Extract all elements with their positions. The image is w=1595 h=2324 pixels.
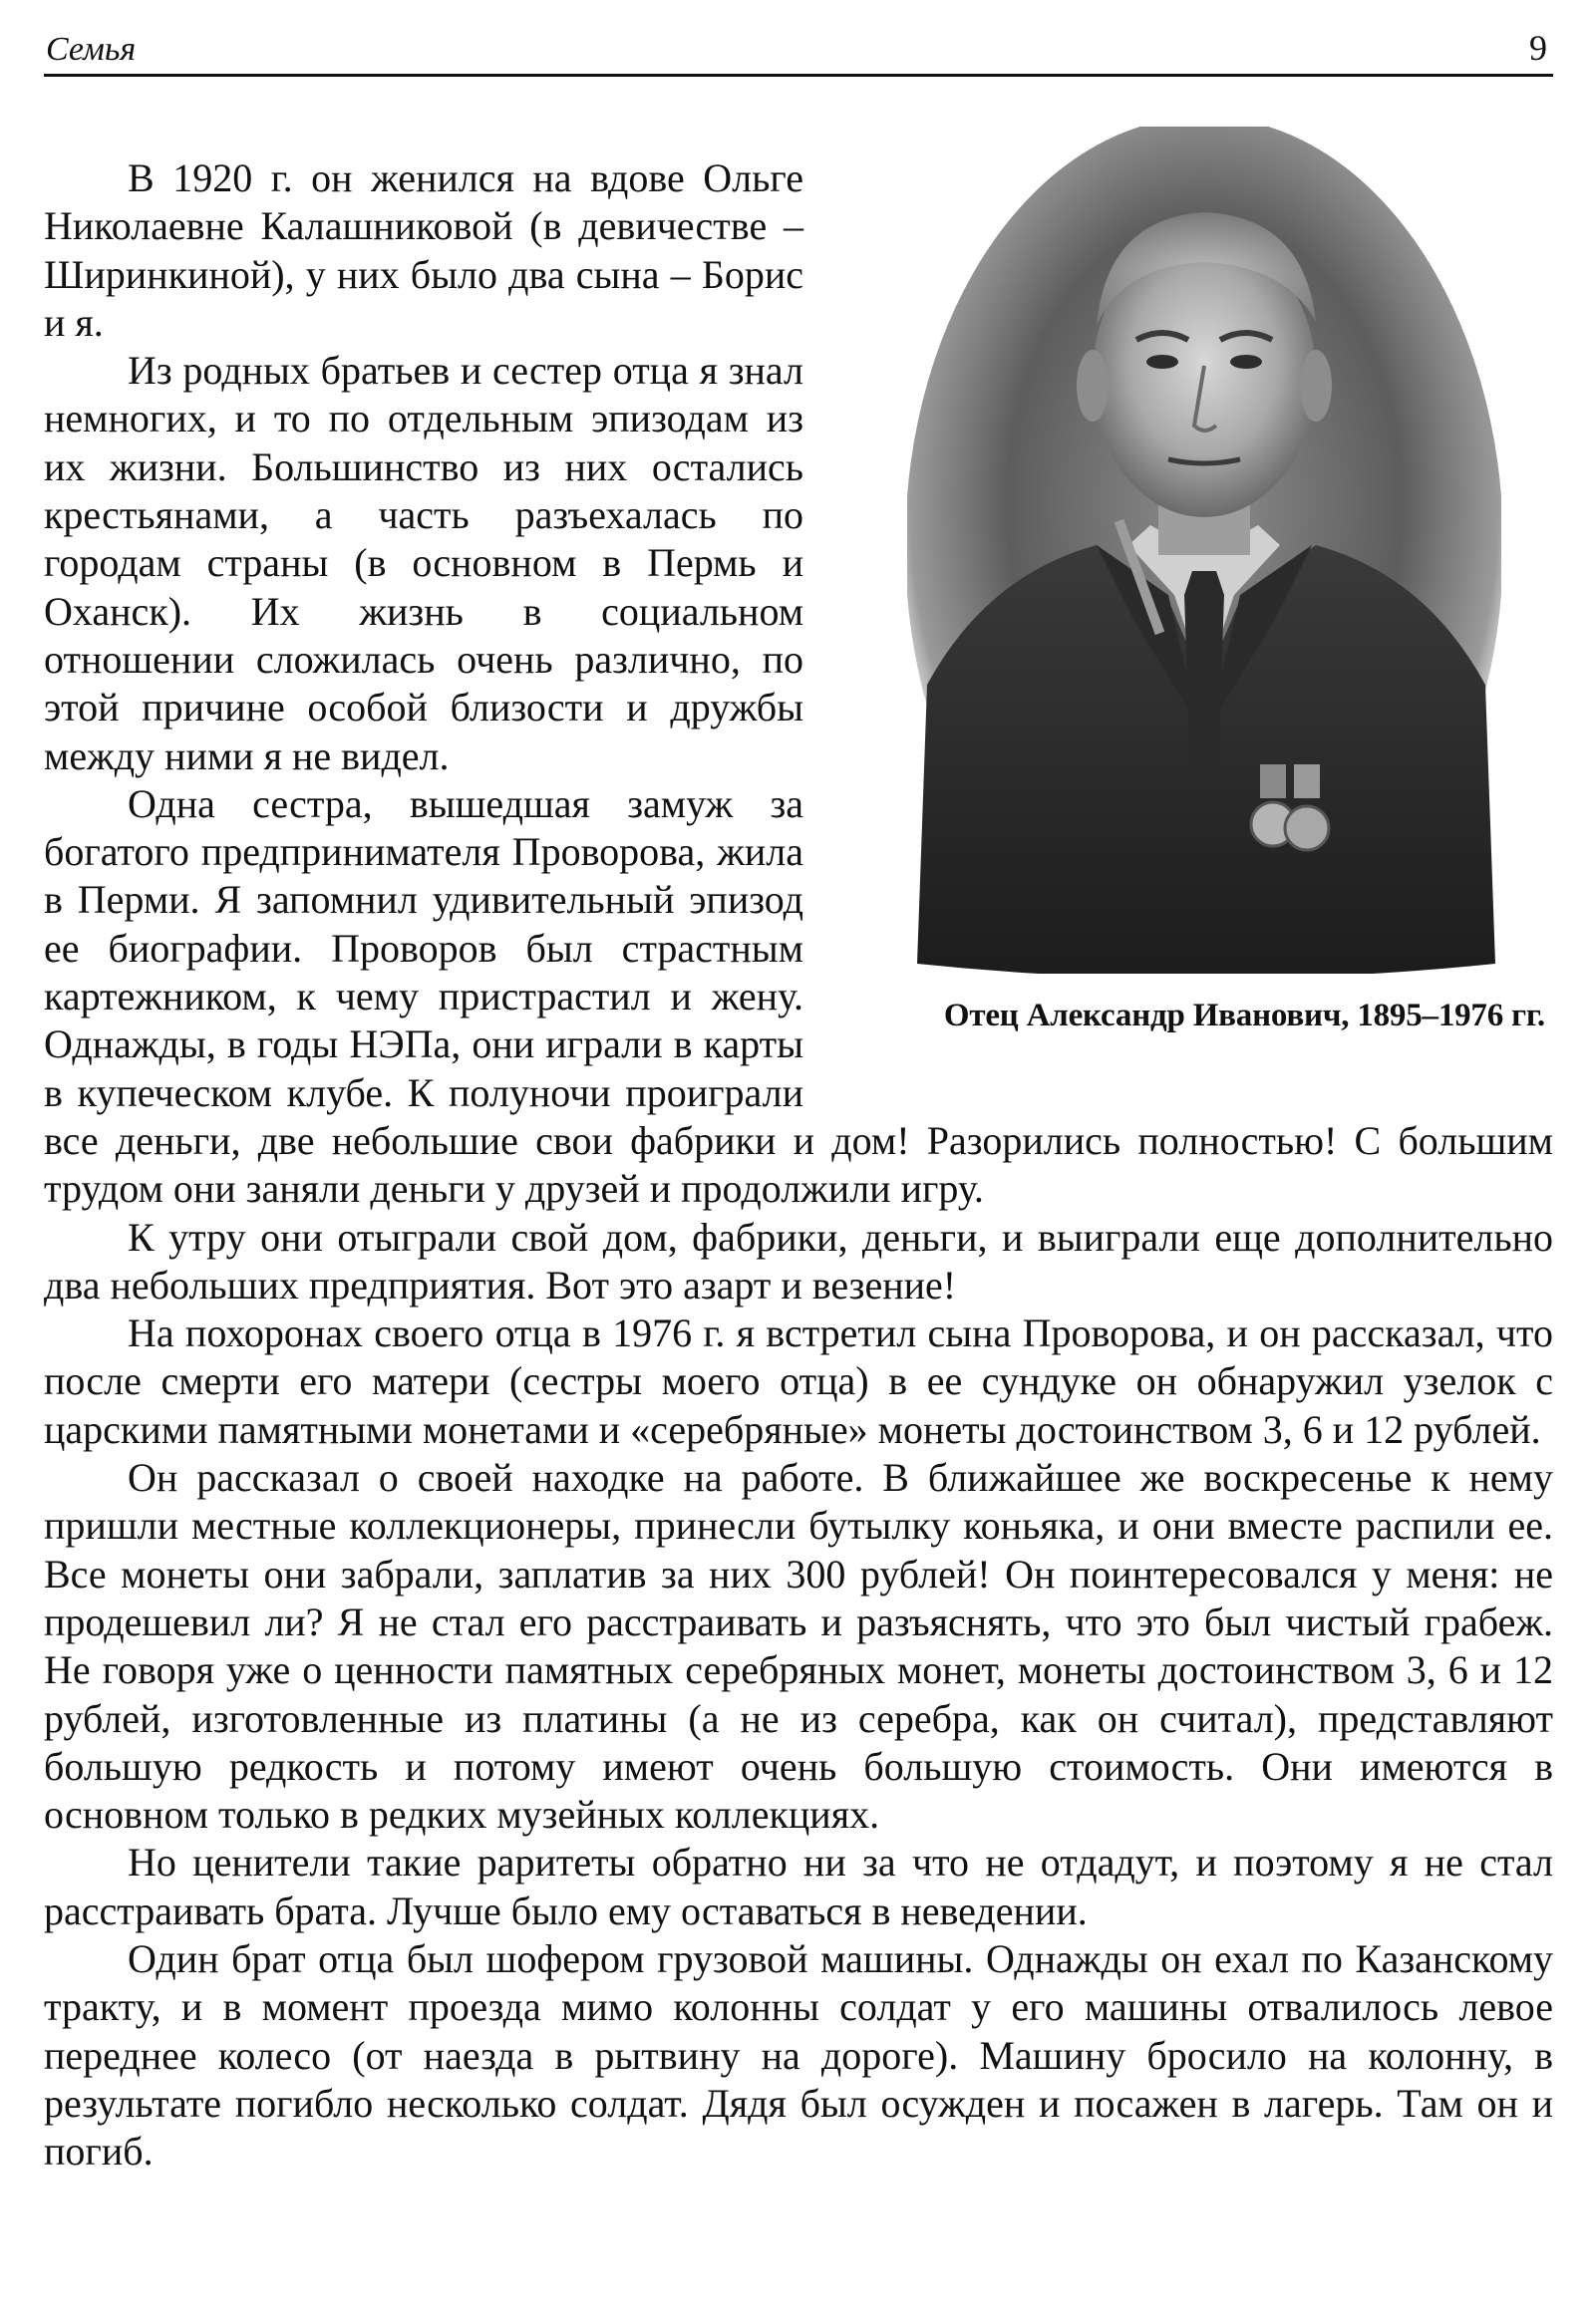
portrait-figure — [835, 127, 1553, 1073]
book-page — [44, 22, 1553, 2304]
paragraph: Одна сестра, вышедшая замуж за богатого предпринимателя Проворова, жила в Перми. Я запомнил удивительный эпизод ее биографии. Проворов был страстным картежником, к чему пристрастил и жену. Однажды, в годы НЭПа, они играли в карты в купеческом клубе. К полуночи проиграли все деньги, две небольшие свои фабрики и дом! Разорились полностью! С большим трудом они заняли деньги у друзей и продолжили игру. — [44, 780, 1553, 1212]
portrait-image — [907, 127, 1501, 974]
running-head — [44, 22, 1553, 77]
paragraph: Один брат отца был шофером грузовой машины. Однажды он ехал по Казанскому тракту, и в момент проезда мимо колонны солдат у его машины отвалилось левое переднее колесо (от наезда в рытвину на дороге). Машину бросило на колонну, в результате погибло несколько солдат. Дядя был осужден и посажен в лагерь. Там он и погиб. — [44, 1935, 1553, 2175]
paragraph: К утру они отыграли свой дом, фабрики, деньги, и выиграли еще дополнительно два небольших предприятия. Вот это азарт и везение! — [44, 1214, 1553, 1307]
page-number: 9 — [1529, 28, 1547, 68]
left-ear — [1077, 350, 1109, 422]
right-ear — [1300, 350, 1332, 422]
section-title: Семья — [46, 31, 137, 68]
paragraph: Он рассказал о своей находке на работе. В ближайшее же воскресенье к нему пришли местные коллекционеры, принесли бутылку коньяка, и они вместе распили ее. Все монеты они забрали, заплатив за них 300 рублей! Он поинтересовался у меня: не продешевил ли? Я не стал его расстраивать и разъяснять, что это был чистый грабеж. Не говоря уже о ценности памятных серебряных монет, монеты достоинством 3, 6 и 12 рублей, изготовленные из платины (а не из серебра, как он считал), представляют большую редкость и потому имеют очень большую стоимость. Они имеются в основном только в редких музейных коллекциях. — [44, 1455, 1553, 1838]
necktie — [1184, 571, 1224, 784]
paragraph: В 1920 г. он женился на вдове Ольге Николаевне Калашниковой (в девичестве – Ширинкиной), у них было два сына – Борис и я. — [44, 155, 803, 345]
paragraph: На похоронах своего отца в 1976 г. я встретил сына Проворова, и он рассказал, что после смерти его матери (сестры моего отца) в ее сундуке он обнаружил узелок с царскими памятными монетами и «серебряные» монеты достоинством 3, 6 и 12 рублей. — [44, 1310, 1553, 1452]
left-eye — [1146, 355, 1178, 369]
page-body — [44, 154, 1553, 2176]
photo-caption: Отец Александр Иванович, 1895–1976 гг. — [943, 998, 1545, 1033]
portrait-photo — [907, 127, 1501, 974]
paragraph: Но ценители такие раритеты обратно ни за что не отдадут, и поэтому я не стал расстраивать брата. Лучше было ему оставаться в неведении. — [44, 1840, 1553, 1933]
right-eye — [1230, 355, 1262, 369]
paragraph: Из родных братьев и сестер отца я знал немногих, и то по отдельным эпизодам из их жизни. Большинство из них остались крестьянами, а часть разъехалась по городам страны (в основном в Пермь и Оханск). Их жизнь в социальном отношении сложилась очень различно, по этой причине особой близости и дружбы между ними я не видел. — [44, 348, 803, 778]
